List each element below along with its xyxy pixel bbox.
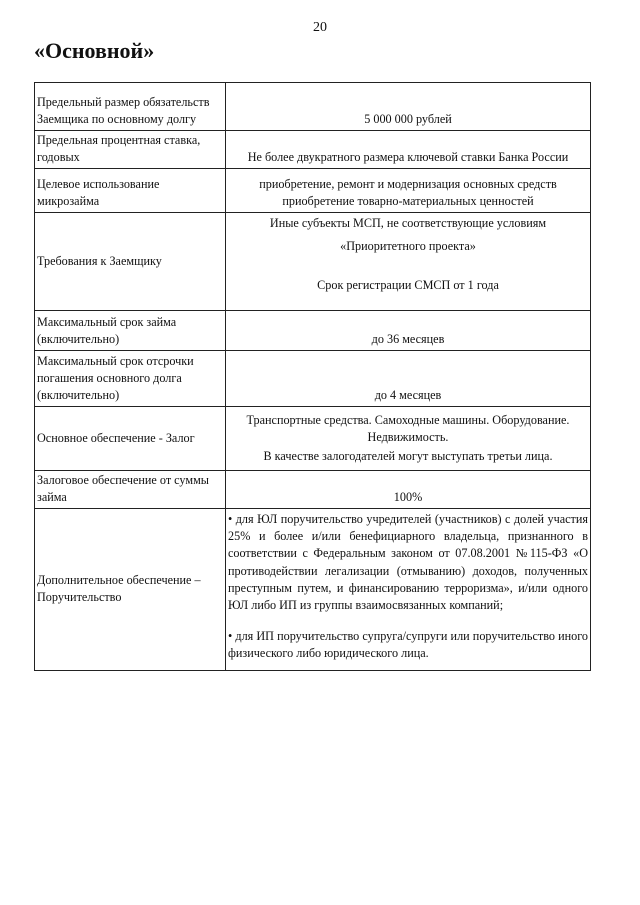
row-value: до 4 месяцев	[226, 351, 591, 407]
row-value: до 36 месяцев	[226, 311, 591, 351]
row-label: Предельный размер обязательств Заемщика по основному долгу	[35, 83, 226, 131]
page-number: 20	[313, 20, 327, 35]
value-line: Транспортные средства. Самоходные машины. Оборудование.	[246, 413, 570, 428]
row-value: Не более двукратного размера ключевой ставки Банка России	[226, 131, 591, 169]
row-label: Максимальный срок займа (включительно)	[35, 311, 226, 351]
table-row	[35, 213, 591, 311]
row-label: Основное обеспечение - Залог	[35, 407, 226, 471]
row-value: 100%	[226, 471, 591, 509]
value-line: Иные субъекты МСП, не соответствующие условиям	[269, 216, 547, 231]
table-row	[35, 351, 591, 407]
table-row	[35, 407, 591, 471]
bullet-item: • для ИП поручительство супруга/супруги или поручительство иного физического либо юридического лица.	[228, 628, 588, 660]
table-row	[35, 131, 591, 169]
row-value: 5 000 000 рублей	[226, 83, 591, 131]
loan-terms-table	[34, 82, 591, 671]
value-line: «Приоритетного проекта»	[340, 239, 476, 254]
row-label: Предельная процентная ставка, годовых	[35, 131, 226, 169]
row-label: Дополнительное обеспечение – Поручительство	[35, 509, 226, 671]
table-row	[35, 311, 591, 351]
table-row	[35, 509, 591, 671]
value-line: приобретение, ремонт и модернизация основных средств	[259, 177, 557, 191]
table-row	[35, 83, 591, 131]
bullet-spacer	[228, 614, 588, 628]
row-value	[226, 407, 591, 471]
row-value	[226, 169, 591, 213]
row-label: Целевое использование микрозайма	[35, 169, 226, 213]
value-line: Срок регистрации СМСП от 1 года	[317, 278, 499, 293]
row-value	[226, 509, 591, 671]
row-label: Требования к Заемщику	[35, 213, 226, 311]
row-label: Залоговое обеспечение от суммы займа	[35, 471, 226, 509]
document-title: «Основной»	[34, 38, 155, 63]
value-line: приобретение товарно-материальных ценностей	[282, 194, 534, 209]
value-spacer	[230, 255, 586, 277]
value-line: В качестве залогодателей могут выступать третьи лица.	[263, 449, 553, 464]
row-label: Максимальный срок отсрочки погашения основного долга (включительно)	[35, 351, 226, 407]
row-value	[226, 213, 591, 311]
bullet-item: • для ЮЛ поручительство учредителей (участников) с долей участия 25% и более и/или бенефициарного владельца, признанного в соответствии с Федеральным законом от 07.08.2001 №115-ФЗ «О противодействии легализации (отмыванию) доходов, полученных преступным путем, и финансированию терроризма», и/или одного ЮЛ либо ИП из группы взаимосвязанных компаний;	[228, 512, 588, 612]
table-row	[35, 169, 591, 213]
table-row	[35, 471, 591, 509]
value-line: Недвижимость.	[367, 430, 449, 445]
